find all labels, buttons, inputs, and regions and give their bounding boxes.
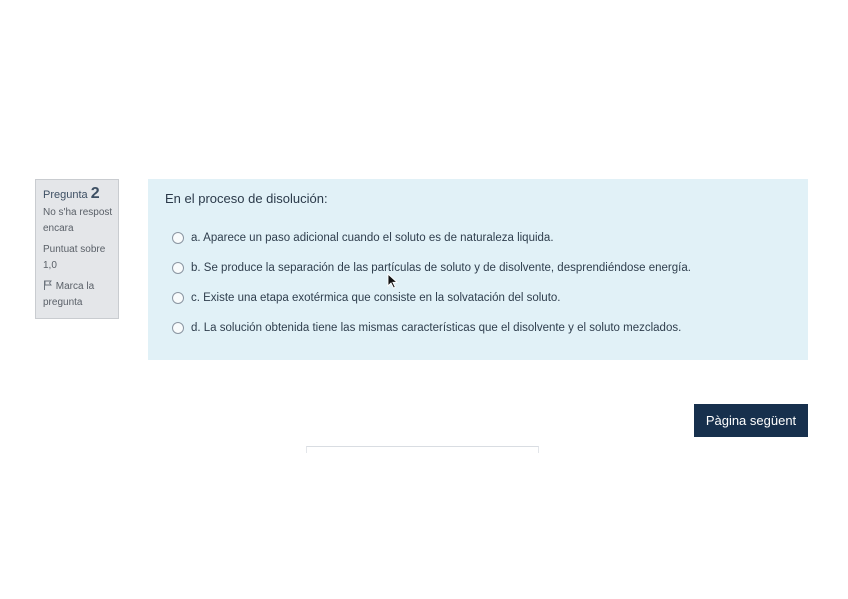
status-line-2: encara (43, 223, 74, 234)
answer-option-c[interactable] (164, 283, 792, 313)
radio-button[interactable] (172, 292, 184, 304)
status-line-1: No s'ha respost (43, 207, 113, 218)
question-score (43, 242, 113, 274)
question-text: En el proceso de disolución: (165, 191, 328, 206)
question-label: Pregunta (43, 189, 88, 201)
mouse-pointer-icon (387, 273, 399, 289)
radio-button[interactable] (172, 262, 184, 274)
question-number: 2 (90, 185, 100, 202)
answer-label: d. La solución obtenida tiene las mismas características que el disolvente y el soluto mezclados. (191, 322, 682, 334)
question-content (148, 179, 808, 360)
answer-option-b[interactable] (164, 253, 792, 283)
question-info-panel (35, 179, 119, 319)
flag-icon (43, 280, 53, 290)
score-line-1: Puntuat sobre (43, 244, 106, 255)
flag-line-1: Marca la (55, 281, 95, 292)
answer-option-d[interactable] (164, 313, 792, 343)
radio-button[interactable] (172, 322, 184, 334)
next-page-button[interactable]: Pàgina següent (694, 404, 808, 437)
flag-question-link[interactable] (43, 279, 113, 311)
question-number-heading (43, 186, 113, 203)
answer-option-a[interactable] (164, 223, 792, 253)
radio-button[interactable] (172, 232, 184, 244)
answer-label: a. Aparece un paso adicional cuando el soluto es de naturaleza liquida. (191, 232, 554, 244)
flag-line-2: pregunta (43, 297, 83, 308)
score-line-2: 1,0 (43, 260, 57, 271)
answer-label: c. Existe una etapa exotérmica que consiste en la solvatación del soluto. (191, 292, 561, 304)
quiz-navigation-box (306, 446, 539, 453)
question-status (43, 205, 113, 237)
answer-label: b. Se produce la separación de las partículas de soluto y de disolvente, desprendiéndose energía. (191, 262, 691, 274)
